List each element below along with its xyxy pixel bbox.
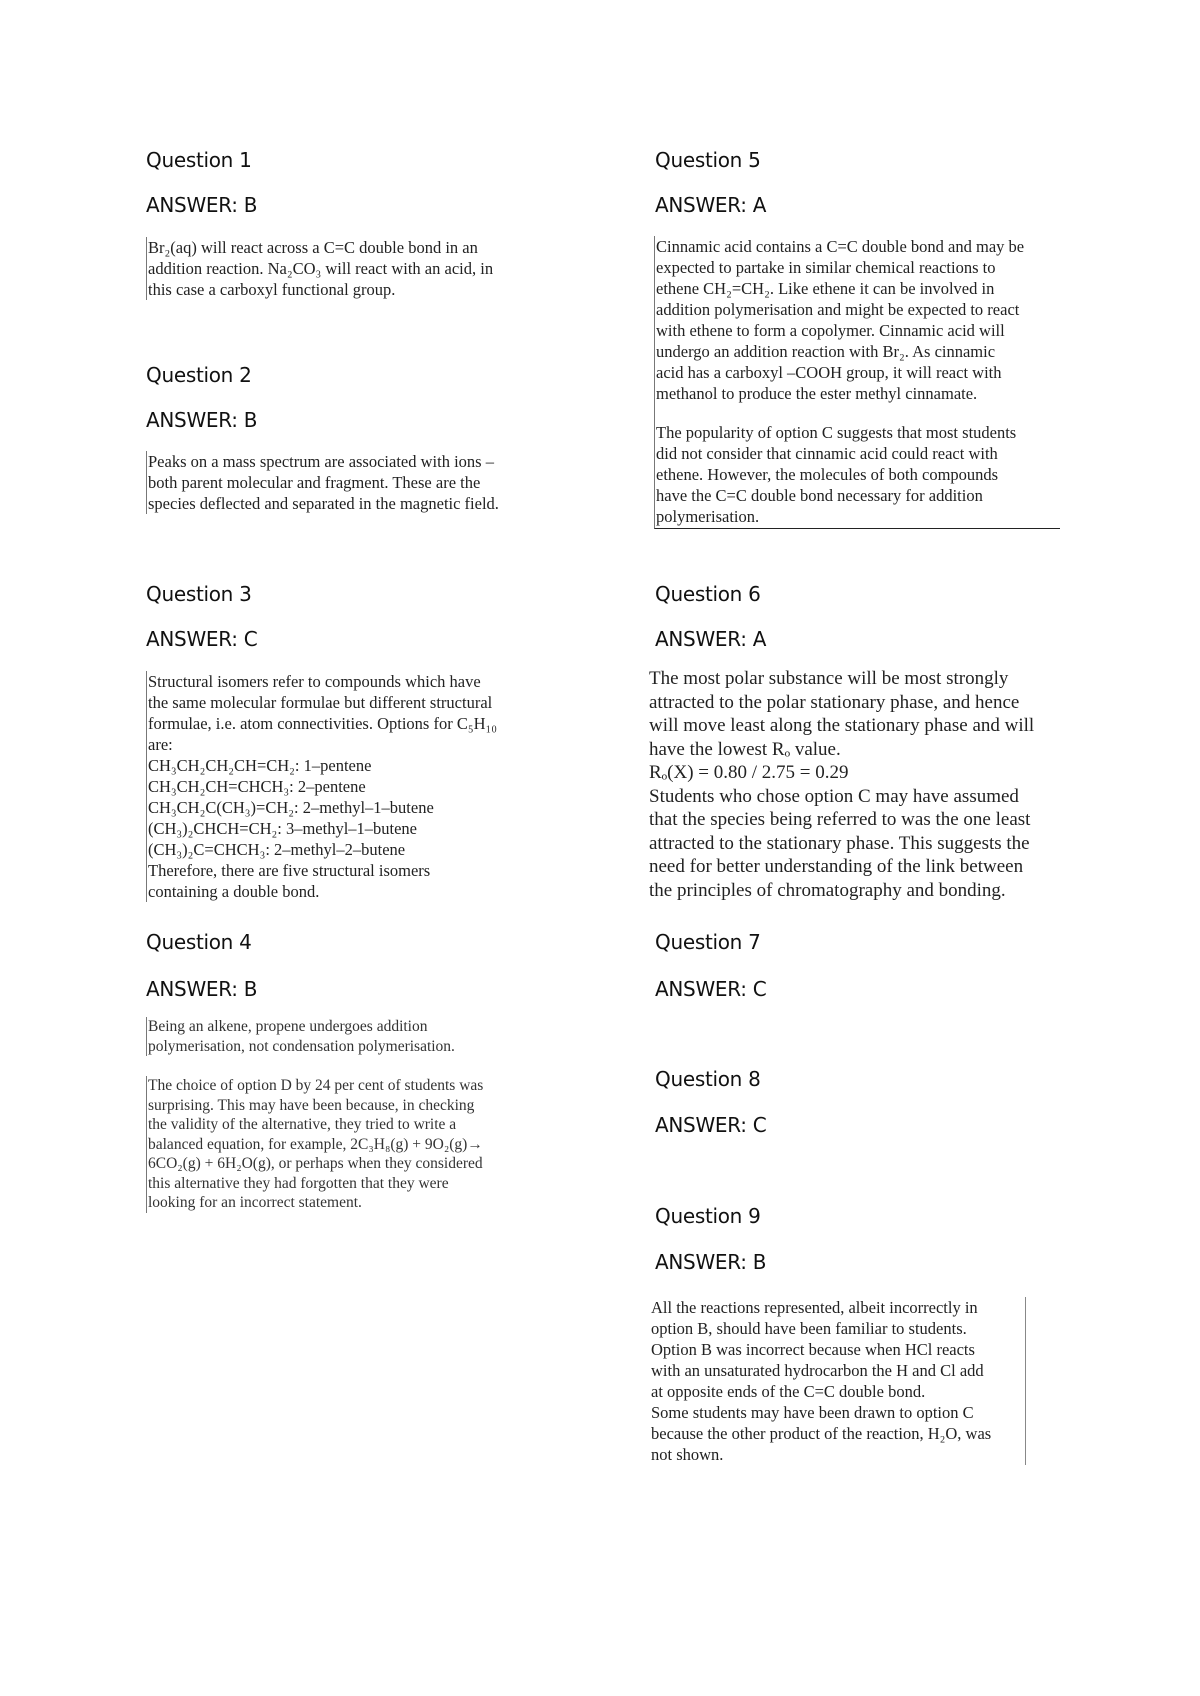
text-line: option B, should have been familiar to students. (651, 1319, 967, 1338)
question-4-answer: ANSWER: B (146, 977, 258, 1001)
question-1-explanation (146, 237, 493, 300)
question-7-answer: ANSWER: C (655, 977, 767, 1001)
question-7-title: Question 7 (655, 930, 761, 954)
text-line: the principles of chromatography and bonding. (649, 879, 1006, 901)
text-line: surprising. This may have been because, in checking (148, 1096, 475, 1114)
question-6-answer: ANSWER: A (655, 627, 767, 651)
text-line: addition reaction. Na₂CO₃ will react with an acid, in (148, 259, 494, 278)
text-line: Being an alkene, propene undergoes addition (148, 1018, 428, 1035)
text-line: All the reactions represented, albeit incorrectly in (651, 1298, 978, 1317)
text-line: polymerisation. (656, 507, 760, 526)
text-line: because the other product of the reaction, H₂O, was (651, 1424, 992, 1443)
text-line: The popularity of option C suggests that most students (656, 423, 1017, 442)
text-line: addition polymerisation and might be expected to react (656, 300, 1020, 319)
text-line: have the lowest Rₒ value. (649, 738, 841, 760)
text-line: looking for an incorrect statement. (148, 1194, 362, 1211)
text-line: both parent molecular and fragment. These are the (148, 473, 481, 492)
text-line: did not consider that cinnamic acid could react with (656, 444, 998, 463)
question-8-title: Question 8 (655, 1067, 761, 1091)
text-line: 6CO₂(g) + 6H₂O(g), or perhaps when they considered (148, 1155, 483, 1172)
question-2-answer: ANSWER: B (146, 408, 258, 432)
question-3-explanation (146, 671, 497, 902)
text-line: undergo an addition reaction with Br₂. As cinnamic (656, 342, 996, 361)
question-1-title: Question 1 (146, 148, 252, 172)
text-line: Some students may have been drawn to option C (651, 1403, 974, 1422)
text-line: this alternative they had forgotten that they were (148, 1174, 449, 1192)
text-line: balanced equation, for example, 2C₃H₈(g) + 9O₂(g)→ (148, 1135, 483, 1153)
paragraph-gap (656, 404, 1060, 422)
text-line: CH₃CH₂CH₂CH=CH₂: 1–pentene (148, 756, 372, 775)
text-line: the same molecular formulae but different structural (148, 693, 493, 712)
text-line: Rₒ(X) = 0.80 / 2.75 = 0.29 (649, 762, 849, 783)
text-line: have the C=C double bond necessary for addition (656, 486, 983, 505)
question-4-explanation-2 (146, 1076, 483, 1213)
question-9-answer: ANSWER: B (655, 1250, 767, 1274)
text-line: ethene CH₂=CH₂. Like ethene it can be involved in (656, 279, 995, 298)
question-3-title: Question 3 (146, 582, 252, 606)
question-5-answer: ANSWER: A (655, 193, 767, 217)
text-line: with an unsaturated hydrocarbon the H and Cl add (651, 1361, 984, 1380)
question-8-answer: ANSWER: C (655, 1113, 767, 1137)
question-3-answer: ANSWER: C (146, 627, 258, 651)
question-4-explanation-1 (146, 1017, 455, 1056)
text-line: attracted to the stationary phase. This suggests the (649, 832, 1030, 854)
question-1-answer: ANSWER: B (146, 193, 258, 217)
text-line: The most polar substance will be most strongly (649, 668, 1009, 689)
text-line: ethene. However, the molecules of both compounds (656, 465, 999, 484)
text-line: Students who chose option C may have assumed (649, 785, 1019, 807)
question-9-title: Question 9 (655, 1204, 761, 1228)
text-line: formulae, i.e. atom connectivities. Options for C₅H₁₀ (148, 714, 498, 733)
text-line: are: (148, 735, 173, 754)
text-line: species deflected and separated in the magnetic field. (148, 494, 499, 513)
question-2-title: Question 2 (146, 363, 252, 387)
text-line: CH₃CH₂C(CH₃)=CH₂: 2–methyl–1–butene (148, 798, 434, 817)
text-line: polymerisation, not condensation polymerisation. (148, 1037, 455, 1055)
question-2-explanation (146, 451, 499, 514)
text-line: attracted to the polar stationary phase, and hence (649, 691, 1020, 713)
text-line: Peaks on a mass spectrum are associated with ions – (148, 452, 494, 471)
text-line: The choice of option D by 24 per cent of students was (148, 1077, 484, 1094)
text-line: need for better understanding of the link between (649, 856, 1024, 877)
text-line: will move least along the stationary phase and will (649, 715, 1035, 736)
text-line: Therefore, there are five structural isomers (148, 861, 431, 880)
text-line: with ethene to form a copolymer. Cinnamic acid will (656, 321, 1005, 340)
text-line: containing a double bond. (148, 882, 320, 901)
text-line: methanol to produce the ester methyl cinnamate. (656, 384, 978, 403)
text-line: Br₂(aq) will react across a C=C double bond in an (148, 238, 478, 257)
text-line: CH₃CH₂CH=CHCH₃: 2–pentene (148, 777, 366, 796)
text-line: the validity of the alternative, they tried to write a (148, 1116, 457, 1133)
question-5-explanation (654, 236, 1060, 529)
question-9-explanation (651, 1297, 1026, 1465)
text-line: (CH₃)₂C=CHCH₃: 2–methyl–2–butene (148, 840, 406, 859)
question-4-title: Question 4 (146, 930, 252, 954)
question-6-title: Question 6 (655, 582, 761, 606)
question-5-title: Question 5 (655, 148, 761, 172)
question-6-explanation (649, 667, 1034, 902)
text-line: Structural isomers refer to compounds which have (148, 672, 481, 691)
text-line: not shown. (651, 1445, 724, 1464)
text-line: that the species being referred to was the one least (649, 809, 1031, 830)
text-line: expected to partake in similar chemical reactions to (656, 258, 996, 277)
text-line: Cinnamic acid contains a C=C double bond and may be (656, 237, 1025, 256)
text-line: this case a carboxyl functional group. (148, 280, 396, 299)
text-line: at opposite ends of the C=C double bond. (651, 1382, 926, 1401)
text-line: acid has a carboxyl –COOH group, it will react with (656, 363, 1002, 382)
text-line: (CH₃)₂CHCH=CH₂: 3–methyl–1–butene (148, 819, 418, 838)
text-line: Option B was incorrect because when HCl reacts (651, 1340, 975, 1359)
